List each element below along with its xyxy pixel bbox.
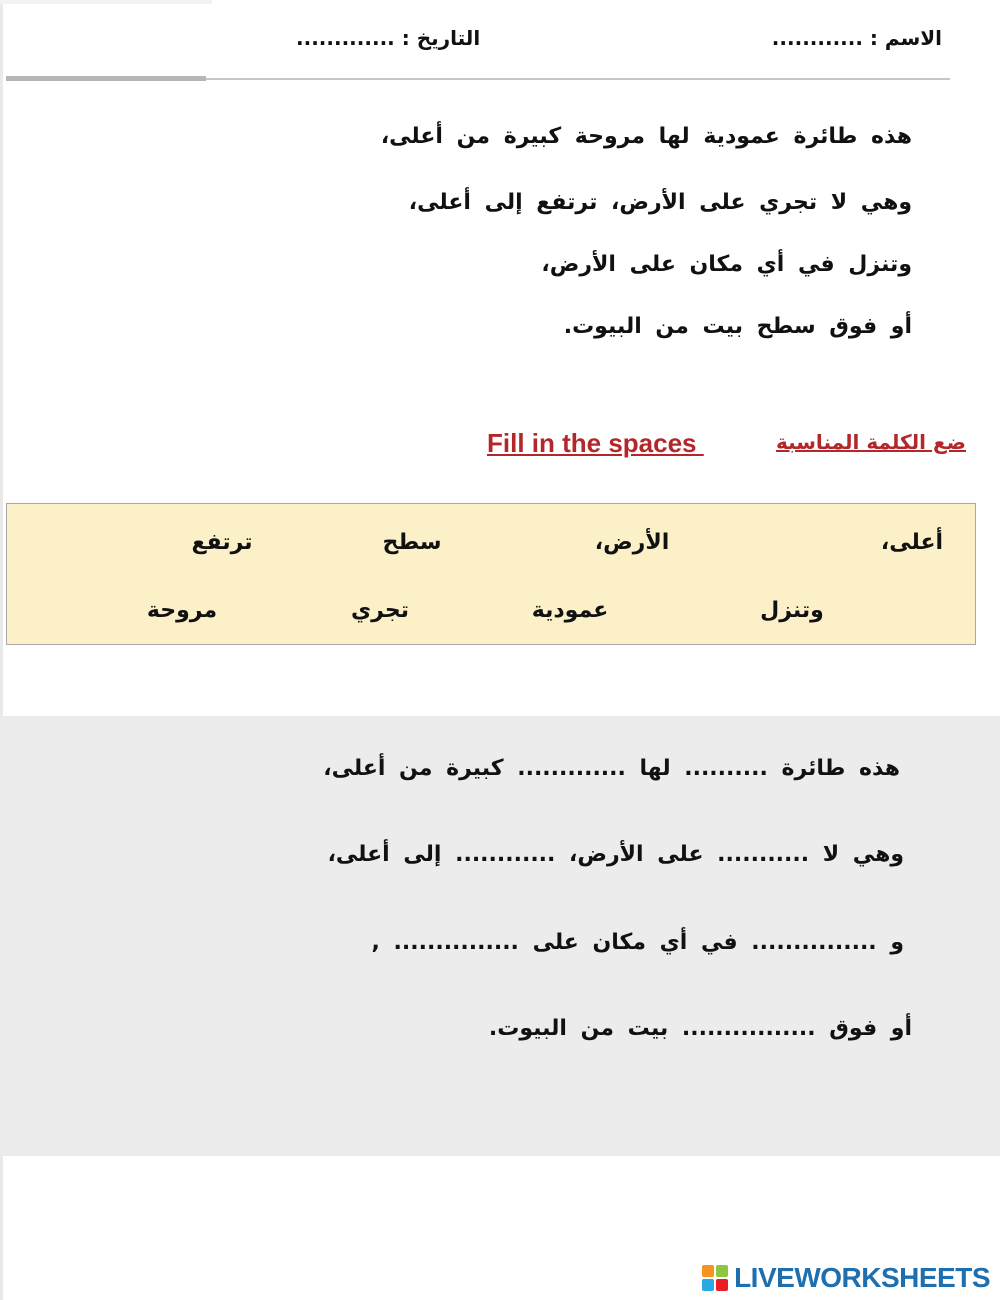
date-field-label: التاريخ : .............	[296, 26, 481, 50]
exercise-line-1[interactable]: هذه طائرة .......... لها ............. كبيرة من أعلى،	[323, 756, 900, 781]
exercise-line-3[interactable]: و ............... في أي مكان على ............... ,	[371, 930, 904, 955]
word-bank-item[interactable]: عمودية	[531, 598, 609, 623]
word-bank-item[interactable]: مروحة	[146, 598, 218, 623]
exercise-line-2[interactable]: وهي لا ........... على الأرض، ............ إلى أعلى،	[327, 842, 904, 867]
passage-line-1: هذه طائرة عمودية لها مروحة كبيرة من أعلى،	[380, 124, 912, 149]
passage-line-3: وتنزل في أي مكان على الأرض،	[541, 252, 912, 277]
passage-line-4: أو فوق سطح بيت من البيوت.	[563, 314, 912, 339]
instruction-arabic: ضع الكلمة المناسبة	[775, 430, 966, 454]
word-bank-item[interactable]: أعلى،	[880, 530, 944, 555]
word-bank-item[interactable]: الأرض،	[594, 530, 670, 555]
liveworksheets-logo	[702, 1262, 990, 1294]
word-bank	[6, 503, 976, 645]
passage-line-2: وهي لا تجري على الأرض، ترتفع إلى أعلى،	[408, 190, 912, 215]
logo-badge-icon	[702, 1265, 728, 1291]
instruction-english: Fill in the spaces	[487, 428, 704, 458]
logo-text: LIVEWORKSHEETS	[734, 1262, 990, 1293]
word-bank-item[interactable]: سطح	[382, 530, 442, 555]
word-bank-item[interactable]: تجري	[351, 598, 409, 623]
word-bank-item[interactable]: وتنزل	[760, 598, 824, 623]
word-bank-item[interactable]: ترتفع	[191, 530, 253, 555]
exercise-line-4[interactable]: أو فوق ................ بيت من البيوت.	[488, 1016, 912, 1041]
top-strip	[0, 0, 212, 4]
name-field-label: الاسم : ............	[771, 26, 942, 50]
header-divider-accent	[6, 76, 206, 81]
